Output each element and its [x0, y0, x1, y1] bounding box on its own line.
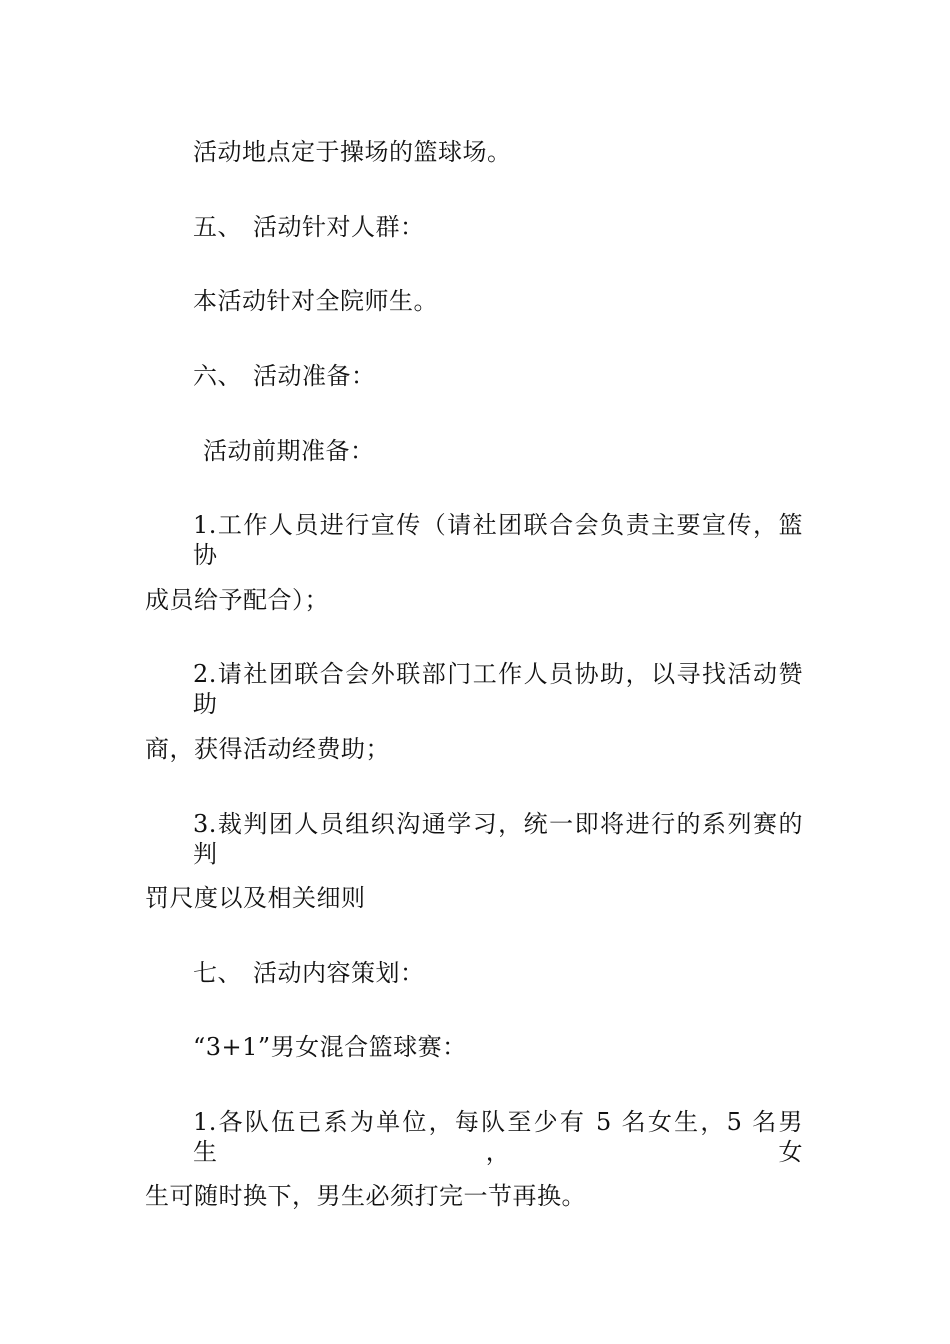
section-7-title: 活动内容策划：: [253, 959, 425, 987]
section-5-number: 五、: [193, 213, 242, 241]
section-7-heading: [193, 958, 425, 988]
section-6-heading: [193, 361, 376, 391]
prep-item-3-line-2: 罚尺度以及相关细则: [145, 884, 366, 912]
prep-item-1-line-1: 1.工作人员进行宣传（请社团联合会负责主要宣传，篮协: [193, 511, 803, 569]
prep-item-2-line-2: 商，获得活动经费助；: [145, 735, 390, 763]
prep-item-1-line-2: 成员给予配合）；: [145, 586, 329, 614]
venue-line: 活动地点定于操场的篮球场。: [193, 138, 512, 166]
prep-item-2-line-1: 2.请社团联合会外联部门工作人员协助，以寻找活动赞助: [193, 660, 803, 718]
prep-subheading: 活动前期准备：: [203, 437, 375, 465]
section-5-title: 活动针对人群：: [253, 213, 425, 241]
game-rule-1-line-2: 生可随时换下，男生必须打完一节再换。: [145, 1182, 586, 1210]
section-6-title: 活动准备：: [253, 362, 376, 390]
audience-line: 本活动针对全院师生。: [193, 287, 438, 315]
prep-item-3-line-1: 3.裁判团人员组织沟通学习，统一即将进行的系列赛的判: [193, 810, 803, 868]
game-subheading: “3+1”男女混合篮球赛：: [193, 1033, 467, 1061]
section-7-number: 七、: [193, 959, 242, 987]
section-5-heading: [193, 212, 425, 242]
section-6-number: 六、: [193, 362, 242, 390]
game-rule-1-line-1: 1.各队伍已系为单位，每队至少有 5 名女生，5 名男生，女: [193, 1108, 803, 1166]
